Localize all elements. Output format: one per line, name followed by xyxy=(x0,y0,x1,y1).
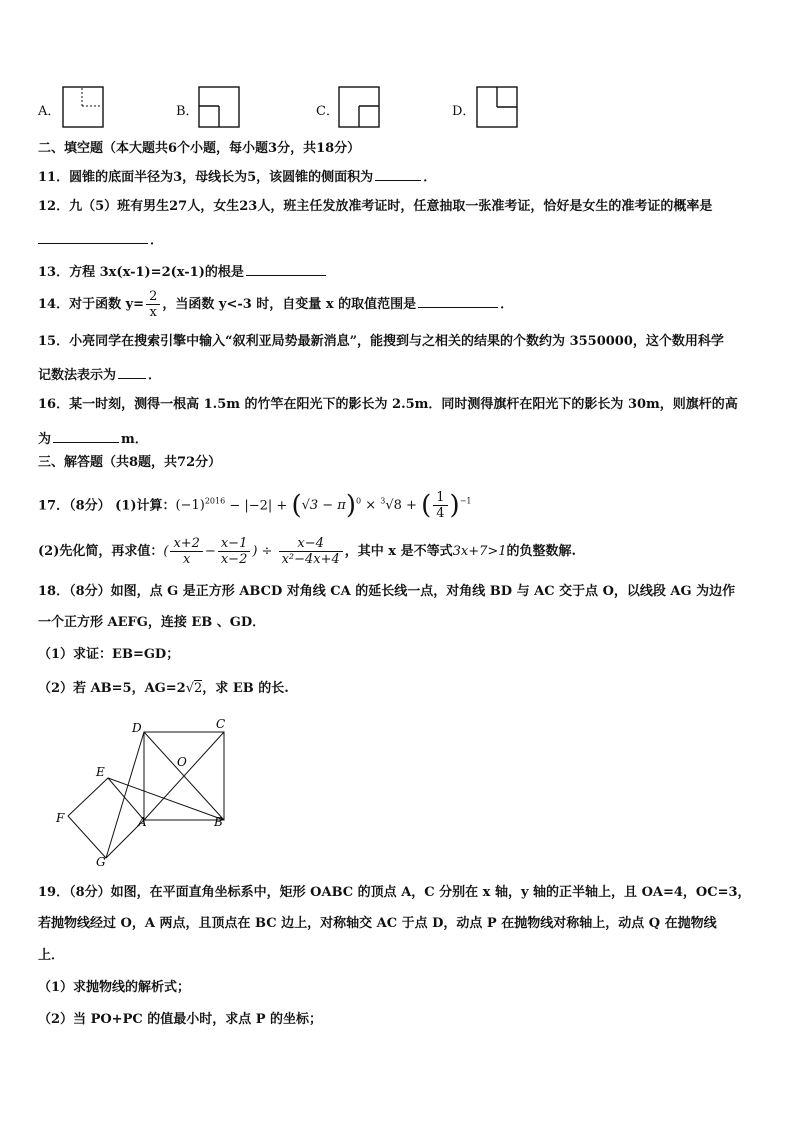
question-12-text: 12．九（5）班有男生27人，女生23人，班主任发放准考证时，任意抽取一张准考证，恰好是女生的准考证的概率是 xyxy=(38,199,713,214)
answer-blank-13[interactable] xyxy=(246,261,326,276)
question-11-text: 11．圆锥的底面半径为3，母线长为5，该圆锥的侧面积为 xyxy=(38,170,374,185)
question-16-end: m． xyxy=(121,432,148,447)
section-solution-heading: 三、解答题（共8题，共72分） xyxy=(38,455,222,470)
label-e: E xyxy=(96,765,105,779)
question-16-line-2 xyxy=(38,428,148,449)
option-d-label: D． xyxy=(452,104,476,119)
question-15-end: ． xyxy=(148,368,162,383)
question-18-sub-2 xyxy=(38,680,289,698)
question-18-sub-2-end: ，求 EB 的长. xyxy=(202,681,289,696)
label-o: O xyxy=(177,755,187,769)
question-19-line-2: 若抛物线经过 O，A 两点，且顶点在 BC 边上，对称轴交 AC 于点 D，动点 P 在抛物线对称轴上，动点 Q 在抛物线 xyxy=(38,916,717,931)
answer-blank-16[interactable] xyxy=(53,428,119,443)
question-19-sub-1: （1）求抛物线的解析式； xyxy=(38,980,191,995)
question-17-part-2-pre: (2)先化简，再求值： xyxy=(38,544,164,559)
label-a: A xyxy=(138,815,147,829)
question-17-part-2-mid: ，其中 x 是不等式 xyxy=(344,544,453,559)
simplify-expression: ( $\frac{x+2}{x}$ − $\frac{x-1}{x-2}$ ) ÷ $\frac{x-4}{\text{x²−4x+4}}$ xyxy=(163,544,344,559)
function-fraction xyxy=(146,289,160,320)
expression-abs: − |−2| + xyxy=(225,498,292,514)
expression-power: $(-1)^{2016}$ xyxy=(175,497,226,514)
question-14-end: ． xyxy=(500,297,514,312)
question-14 xyxy=(38,289,513,320)
option-d-figure xyxy=(476,86,518,128)
option-b-figure xyxy=(198,86,240,128)
label-d: D xyxy=(132,721,142,735)
question-19-sub-2: （2）当 PO+PC 的值最小时，求点 P 的坐标； xyxy=(38,1012,323,1027)
label-f: F xyxy=(56,811,65,825)
option-a-figure xyxy=(62,86,104,128)
answer-blank-15[interactable] xyxy=(118,364,146,379)
option-c-figure xyxy=(338,86,380,128)
question-16-pre: 为 xyxy=(38,432,52,447)
label-c: C xyxy=(216,717,226,731)
question-18-sub-1: （1）求证：EB=GD； xyxy=(38,647,180,662)
question-15-text: 记数法表示为 xyxy=(38,368,117,383)
fraction-denominator: x xyxy=(149,305,157,320)
question-15-line-1: 15．小亮同学在搜索引擎中输入“叙利亚局势最新消息”，能搜到与之相关的结果的个数约为 3550000，这个数用科学 xyxy=(38,334,724,349)
answer-blank-14[interactable] xyxy=(418,293,498,308)
question-15-line-2 xyxy=(38,364,161,385)
question-19-line-1: 19．（8分）如图，在平面直角坐标系中，矩形 OABC 的顶点 A，C 分别在 x 轴，y 轴的正半轴上，且 OA=4，OC=3， xyxy=(38,885,751,900)
question-17-part-2-end: 的负整数解. xyxy=(506,544,577,559)
question-12 xyxy=(38,198,712,216)
question-14-mid: ，当函数 y<-3 时，自变量 x 的取值范围是 xyxy=(162,297,417,312)
question-18-sub-2-pre: （2）若 AB=5，AG=2 xyxy=(38,681,186,696)
answer-blank-12[interactable] xyxy=(38,229,148,244)
label-g: G xyxy=(96,855,106,868)
label-b: B xyxy=(214,815,223,829)
question-19-line-3: 上． xyxy=(38,948,65,963)
question-17-part-1 xyxy=(38,480,471,528)
question-13-text: 13．方程 3x(x-1)=2(x-1)的根是 xyxy=(38,265,244,280)
expression-frac-power: ( $\frac{1}{4}$ )$^{-1}$ xyxy=(421,490,472,522)
question-13 xyxy=(38,261,328,282)
question-12-end: ． xyxy=(150,233,164,248)
question-18-line-2: 一个正方形 AEFG，连接 EB 、GD． xyxy=(38,615,266,630)
question-12-answer-line xyxy=(38,229,163,250)
option-c-label: C． xyxy=(316,104,339,119)
answer-blank-11[interactable] xyxy=(375,166,421,181)
question-17-part-2 xyxy=(38,534,576,570)
question-16-line-1: 16．某一时刻，测得一根高 1.5m 的竹竿在阳光下的影长为 2.5m．同时测得旗杆在阳光下的影长为 30m，则旗杆的高 xyxy=(38,397,738,412)
question-17-pre: 17．（8分） (1)计算： xyxy=(38,498,176,514)
option-b-label: B． xyxy=(176,104,199,119)
inequality: 3x+7>1 xyxy=(452,544,507,559)
expression-paren-power: $(√3 - \pi)^0$ xyxy=(291,490,362,521)
question-11-end: ． xyxy=(423,170,437,185)
expression-cuberoot: × $^3$√8 + xyxy=(361,497,422,514)
geometry-figure xyxy=(50,716,240,868)
section-fill-in-heading: 二、填空题（本大题共6个小题，每小题3分，共18分） xyxy=(38,141,361,156)
question-14-pre: 14．对于函数 y= xyxy=(38,297,145,312)
question-18-line-1: 18．（8分）如图，点 G 是正方形 ABCD 对角线 CA 的延长线一点，对角线 BD 与 AC 交于点 O，以线段 AG 为边作 xyxy=(38,584,736,599)
question-11 xyxy=(38,166,436,187)
fraction-numerator: 2 xyxy=(146,289,160,305)
sqrt-expression: √2 xyxy=(185,681,203,696)
option-a-label: A． xyxy=(38,104,61,119)
